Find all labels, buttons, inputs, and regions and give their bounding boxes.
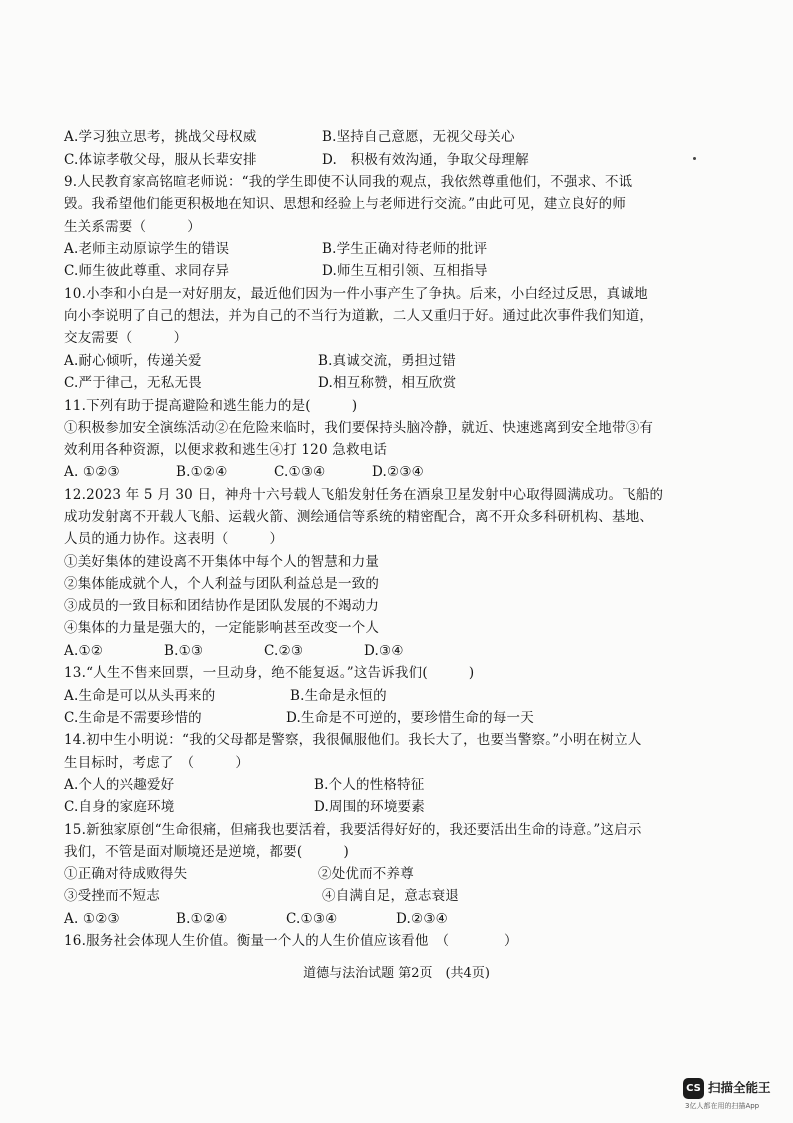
q10-stem-line-2: 向小李说明了自己的想法，并为自己的不当行为道歉，二人又重归于好。通过此次事件我们知道， <box>64 308 654 324</box>
q14-stem-line-2: 生目标时，考虑了 （ ） <box>64 755 250 771</box>
q9-option-d: D.师生互相引领、互相指导 <box>322 263 488 279</box>
q10-stem-line-1: 10.小李和小白是一对好朋友，最近他们因为一件小事产生了争执。后来，小白经过反思，真诚地 <box>64 286 648 302</box>
q13-options-row-1 <box>64 686 754 706</box>
q15-statement-3: ③受挫而不短志 <box>64 888 160 904</box>
q13-option-c: C.生命是不需要珍惜的 <box>64 710 202 726</box>
q15-statements-row-1 <box>64 864 754 884</box>
q9-option-c: C.师生彼此尊重、求同存异 <box>64 263 230 279</box>
q14-option-c: C.自身的家庭环境 <box>64 799 175 815</box>
q12-options-row <box>64 641 754 661</box>
q15-option-a: A. ①②③ <box>64 911 120 927</box>
q11-option-b: B.①②④ <box>176 464 228 480</box>
q14-options-row-2 <box>64 797 754 817</box>
page-footer: 道德与法治试题 第2页 (共4页) <box>303 966 490 981</box>
scan-speck <box>693 157 696 160</box>
q13-option-a: A.生命是可以从头再来的 <box>64 688 216 704</box>
camscanner-logo-icon: CS <box>683 1078 704 1099</box>
q15-option-b: B.①②④ <box>176 911 228 927</box>
watermark-tagline: 3亿人都在用的扫描App <box>685 1102 760 1110</box>
q12-option-c: C.②③ <box>264 643 304 659</box>
q12-option-a: A.①② <box>64 643 104 659</box>
q8-option-c: C.体谅孝敬父母，服从长辈安排 <box>64 152 257 168</box>
q11-option-c: C.①③④ <box>274 464 326 480</box>
q15-stem-line-1: 15.新独家原创“生命很痛，但痛我也要活着，我要活得好好的，我还要活出生命的诗意。”这启示 <box>64 822 642 838</box>
q8-option-a: A.学习独立思考，挑战父母权威 <box>64 129 257 145</box>
q9-stem-line-1: 9.人民教育家高铭暄老师说：“我的学生即使不认同我的观点，我依然尊重他们，不强求、不诋 <box>64 174 633 190</box>
q12-statement-3: ③成员的一致目标和团结协作是团队发展的不竭动力 <box>64 598 380 614</box>
q9-options-row-1 <box>64 239 754 259</box>
q9-option-b: B.学生正确对待老师的批评 <box>322 241 488 257</box>
q11-option-a: A. ①②③ <box>64 464 120 480</box>
q12-option-b: B.①③ <box>164 643 204 659</box>
q10-option-a: A.耐心倾听，传递关爱 <box>64 353 202 369</box>
q10-stem-line-3: 交友需要（ ） <box>64 330 188 346</box>
q14-option-d: D.周围的环境要素 <box>314 799 425 815</box>
q13-option-b: B.生命是永恒的 <box>290 688 387 704</box>
q12-option-d: D.③④ <box>364 643 404 659</box>
q15-option-d: D.②③④ <box>396 911 448 927</box>
q8-option-b: B.坚持自己意愿，无视父母关心 <box>322 129 515 145</box>
q11-stem-line-3: 效利用各种资源，以便求救和逃生④打 120 急救电话 <box>64 442 388 458</box>
q9-option-a: A.老师主动原谅学生的错误 <box>64 241 230 257</box>
q10-option-d: D.相互称赞，相互欣赏 <box>318 375 457 391</box>
camscanner-watermark <box>683 1075 788 1111</box>
q12-statement-4: ④集体的力量是强大的，一定能影响甚至改变一个人 <box>64 620 380 636</box>
q10-option-b: B.真诚交流，勇担过错 <box>318 353 456 369</box>
q12-statement-2: ②集体能成就个人，个人利益与团队利益总是一致的 <box>64 576 380 592</box>
q15-statement-4: ④自满自足，意志衰退 <box>322 888 459 904</box>
q15-option-c: C.①③④ <box>286 911 338 927</box>
q9-stem-line-3: 生关系需要（ ） <box>64 219 201 235</box>
q13-option-d: D.生命是不可逆的，要珍惜生命的每一天 <box>286 710 534 726</box>
q14-stem-line-1: 14.初中生小明说：“我的父母都是警察，我很佩服他们。我长大了，也要当警察。”小明在树立人 <box>64 732 642 748</box>
q15-options-row <box>64 909 754 929</box>
q10-option-c: C.严于律己，无私无畏 <box>64 375 202 391</box>
q15-stem-line-2: 我们，不管是面对顺境还是逆境，都要( ) <box>64 844 349 860</box>
watermark-app-name: 扫描全能王 <box>708 1080 771 1095</box>
q12-stem-line-3: 人员的通力协作。这表明（ ） <box>64 531 284 547</box>
q11-stem-line-1: 11.下列有助于提高避险和逃生能力的是( ) <box>64 398 358 414</box>
q9-stem-line-2: 毁。我希望他们能更积极地在知识、思想和经验上与老师进行交流。”由此可见，建立良好的师 <box>64 196 627 212</box>
q10-options-row-2 <box>64 373 754 393</box>
q14-option-a: A.个人的兴趣爱好 <box>64 777 175 793</box>
q11-option-d: D.②③④ <box>372 464 424 480</box>
q14-option-b: B.个人的性格特征 <box>314 777 425 793</box>
q9-options-row-2 <box>64 261 754 281</box>
q11-options-row <box>64 462 754 482</box>
q11-stem-line-2: ①积极参加安全演练活动②在危险来临时，我们要保持头脑冷静，就近、快速逃离到安全地带③有 <box>64 420 654 436</box>
q14-options-row-1 <box>64 775 754 795</box>
q8-options-row-2 <box>64 150 754 170</box>
q15-statement-1: ①正确对待成败得失 <box>64 866 188 882</box>
q16-stem-line-1: 16.服务社会体现人生价值。衡量一个人的人生价值应该看他 （ ） <box>64 933 518 949</box>
q13-options-row-2 <box>64 708 754 728</box>
q8-option-d: D. 积极有效沟通，争取父母理解 <box>322 152 529 168</box>
q10-options-row-1 <box>64 351 754 371</box>
q12-statement-1: ①美好集体的建设离不开集体中每个人的智慧和力量 <box>64 554 380 570</box>
q12-stem-line-2: 成功发射离不开载人飞船、运载火箭、测绘通信等系统的精密配合，离不开众多科研机构、基地、 <box>64 509 654 525</box>
q13-stem-line-1: 13.“人生不售来回票，一旦动身，绝不能复返。”这告诉我们( ) <box>64 665 475 681</box>
q12-stem-line-1: 12.2023 年 5 月 30 日，神舟十六号载人飞船发射任务在酒泉卫星发射中心取得圆满成功。飞船的 <box>64 487 664 503</box>
q15-statement-2: ②处优而不养尊 <box>318 866 414 882</box>
q15-statements-row-2 <box>64 886 754 906</box>
q8-options-row-1 <box>64 127 754 147</box>
